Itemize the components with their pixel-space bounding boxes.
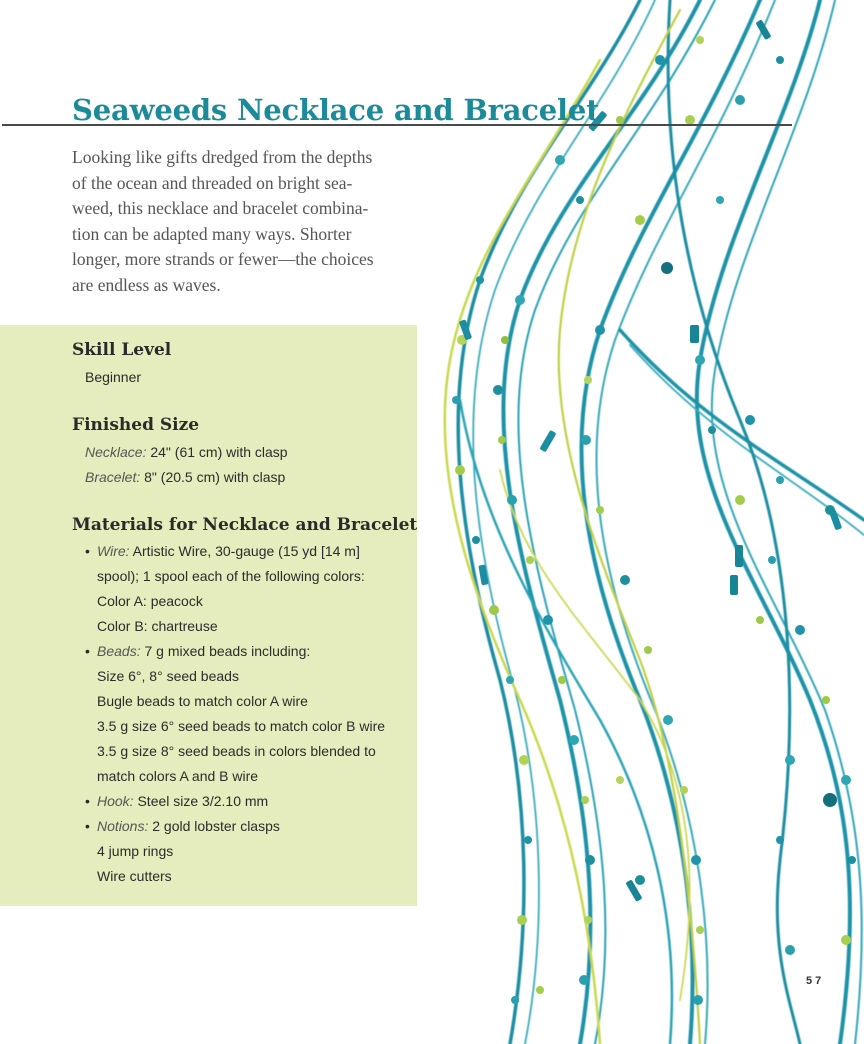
bracelet-size: [85, 469, 285, 485]
list-item: spool); 1 spool each of the following colors:: [97, 568, 365, 584]
beads-label: Beads:: [97, 643, 141, 659]
list-item: [85, 639, 385, 664]
list-item: match colors A and B wire: [97, 768, 259, 784]
intro-line: weed, this necklace and bracelet combina-: [72, 198, 369, 218]
intro-line: tion can be adapted many ways. Shorter: [72, 223, 352, 244]
materials-list: [85, 539, 385, 889]
necklace-size: [85, 444, 288, 460]
necklace-label: Necklace:: [85, 444, 147, 460]
beads-value: 7 g mixed beads including:: [140, 643, 311, 659]
list-item: [85, 539, 385, 564]
intro-line: of the ocean and threaded on bright sea-: [72, 172, 353, 193]
list-item: Size 6°, 8° seed beads: [97, 668, 239, 684]
intro-paragraph: [72, 145, 417, 298]
necklace-value: 24" (61 cm) with clasp: [146, 444, 288, 460]
list-item: [85, 814, 385, 839]
finished-size-heading: Finished Size: [72, 415, 200, 435]
page-title: Seaweeds Necklace and Bracelet: [72, 93, 600, 127]
list-item: 4 jump rings: [97, 843, 174, 859]
list-item: Color B: chartreuse: [97, 618, 218, 634]
wire-value: Artistic Wire, 30-gauge (15 yd [14 m]: [129, 543, 360, 559]
intro-line: Looking like gifts dredged from the depths: [72, 147, 373, 167]
list-item: [85, 789, 385, 814]
list-item: Wire cutters: [97, 868, 172, 884]
list-item: Bugle beads to match color A wire: [97, 693, 308, 709]
notions-value: 2 gold lobster clasps: [148, 818, 280, 834]
bracelet-value: 8" (20.5 cm) with clasp: [140, 469, 286, 485]
bullet-icon: •: [85, 818, 90, 834]
skill-level-heading: Skill Level: [72, 340, 172, 360]
bracelet-label: Bracelet:: [85, 469, 141, 485]
bullet-icon: •: [85, 543, 90, 559]
notions-label: Notions:: [97, 818, 149, 834]
list-item: 3.5 g size 6° seed beads to match color B wire: [97, 718, 386, 734]
materials-heading: Materials for Necklace and Bracelet: [72, 515, 418, 535]
hook-label: Hook:: [97, 793, 134, 809]
bullet-icon: •: [85, 793, 90, 809]
intro-line: are endless as waves.: [72, 274, 221, 295]
bullet-icon: •: [85, 643, 90, 659]
page-number: 5 7: [806, 975, 822, 987]
list-item: Color A: peacock: [97, 593, 203, 609]
intro-line: longer, more strands or fewer—the choices: [72, 249, 374, 269]
wire-label: Wire:: [97, 543, 130, 559]
hook-value: Steel size 3/2.10 mm: [133, 793, 269, 809]
skill-level-value: Beginner: [85, 369, 142, 385]
list-item: 3.5 g size 8° seed beads in colors blended to: [97, 743, 376, 759]
